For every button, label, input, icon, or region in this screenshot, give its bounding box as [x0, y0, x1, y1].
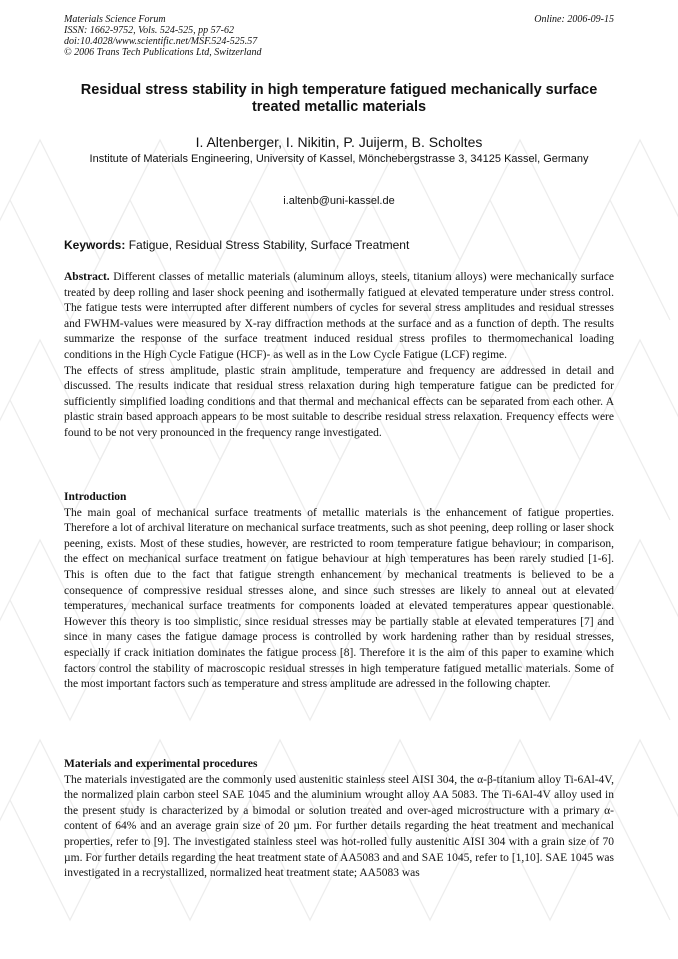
introduction-heading: Introduction [64, 491, 127, 503]
online-date-text: Online: 2006-09-15 [534, 14, 614, 25]
abstract-paragraph-2: The effects of stress amplitude, plastic strain amplitude, temperature and frequency are addressed in detail and discussed. The results indicate that residual stress relaxation during high temperature fatigue can be predicted for sufficiently simplified loading conditions and that thermal and mechanical effects can be separated from each other. A plastic strain based approach appears to be most suitable to describe residual stress relaxation. Frequency effects were found to be not very pronounced in the frequency range investigated. [64, 364, 614, 439]
keywords-line [64, 238, 614, 253]
author-list: I. Altenberger, I. Nikitin, P. Juijerm, B. Scholtes [195, 134, 483, 150]
keywords-text: Fatigue, Residual Stress Stability, Surface Treatment [128, 238, 410, 252]
abstract-section [64, 270, 614, 442]
introduction-text: The main goal of mechanical surface treatments of metallic materials is the enhancement of fatigue properties. Therefore a lot of archival literature on mechanical surface treatments, such as shot peening, deep rolling or laser shock peening, exists. Most of these studies, however, are restricted to room temperature fatigue behaviour; in comparison, the effect on mechanical surface treatment on fatigue behaviour at high temperatures has been rarely studied [1-6]. This is often due to the fact that fatigue strength enhancement by mechanical treatments is believed to be a consequence of compressive residual stresses alone, and since such stresses are likely to anneal out at elevated temperatures, mechanical surface treatments for components loaded at elevated temperatures appear questionable. However this theory is too simplistic, since residual stresses may be partially stable at elevated temperatures [7] and since in many cases the fatigue damage process is controlled by work hardening rather than by residual stresses, especially if crack initiation dominates the fatigue process [8]. Therefore it is the aim of this paper to examine which factors control the stability of macroscopic residual stresses in high temperature fatigued metallic materials. Some of the most important factors such as temperature and stress amplitude are adressed in the following chapter. [64, 506, 614, 691]
abstract-paragraph-1 [64, 270, 614, 364]
keywords-label: Keywords: [64, 238, 126, 252]
doi-line: doi:10.4028/www.scientific.net/MSF.524-525.57 [64, 36, 258, 47]
materials-heading: Materials and experimental procedures [64, 758, 258, 770]
materials-section [64, 757, 614, 882]
issn-line: ISSN: 1662-9752, Vols. 524-525, pp 57-62 [64, 25, 234, 36]
paper-title: Residual stress stability in high temperature fatigued mechanically surface treated metallic materials [80, 82, 598, 115]
journal-name: Materials Science Forum [64, 14, 166, 25]
contact-email: i.altenb@uni-kassel.de [283, 195, 395, 207]
copyright-line: © 2006 Trans Tech Publications Ltd, Switzerland [64, 47, 262, 58]
abstract-label: Abstract. [64, 271, 110, 283]
online-date [534, 14, 614, 25]
affiliation: Institute of Materials Engineering, University of Kassel, Mönchebergstrasse 3, 34125 Kassel, Germany [89, 153, 589, 165]
materials-text: The materials investigated are the commonly used austenitic stainless steel AISI 304, the α-β-titanium alloy Ti-6Al-4V, the normalized plain carbon steel SAE 1045 and the aluminium wrought alloy AA 5083. The Ti-6Al-4V alloy used in the present study is characterized by a bimodal or solution treated and over-aged microstructure with a primary α-content of 64% and an average grain size of 20 µm. For further details regarding the heat treatment and mechanical properties, refer to [9]. The investigated stainless steel was hot-rolled fully austenitic AISI 304 with a grain size of 70 µm. For further details regarding the heat treatment state of AA5083 and and SAE 1045, refer to [1,10]. SAE 1045 was investigated in a recrystallized, normalized heat treatment state; AA5083 was [64, 773, 614, 880]
introduction-section [64, 490, 614, 693]
journal-header [64, 14, 262, 58]
abstract-text-1: Different classes of metallic materials (aluminum alloys, steels, titanium alloys) were mechanically surface treated by deep rolling and laser shock peening and isothermally fatigued at elevated temperature under stress control. The fatigue tests were interrupted after different numbers of cycles for several stress amplitudes and residual stresses and FWHM-values were measured by X-ray diffraction methods at the surface and as a function of depth. The results summarize the response of the surface treatment induced residual stress profiles to thermomechanical loading conditions in the High Cycle Fatigue (HCF)- as well as in the Low Cycle Fatigue (LCF) regime. [64, 271, 615, 361]
